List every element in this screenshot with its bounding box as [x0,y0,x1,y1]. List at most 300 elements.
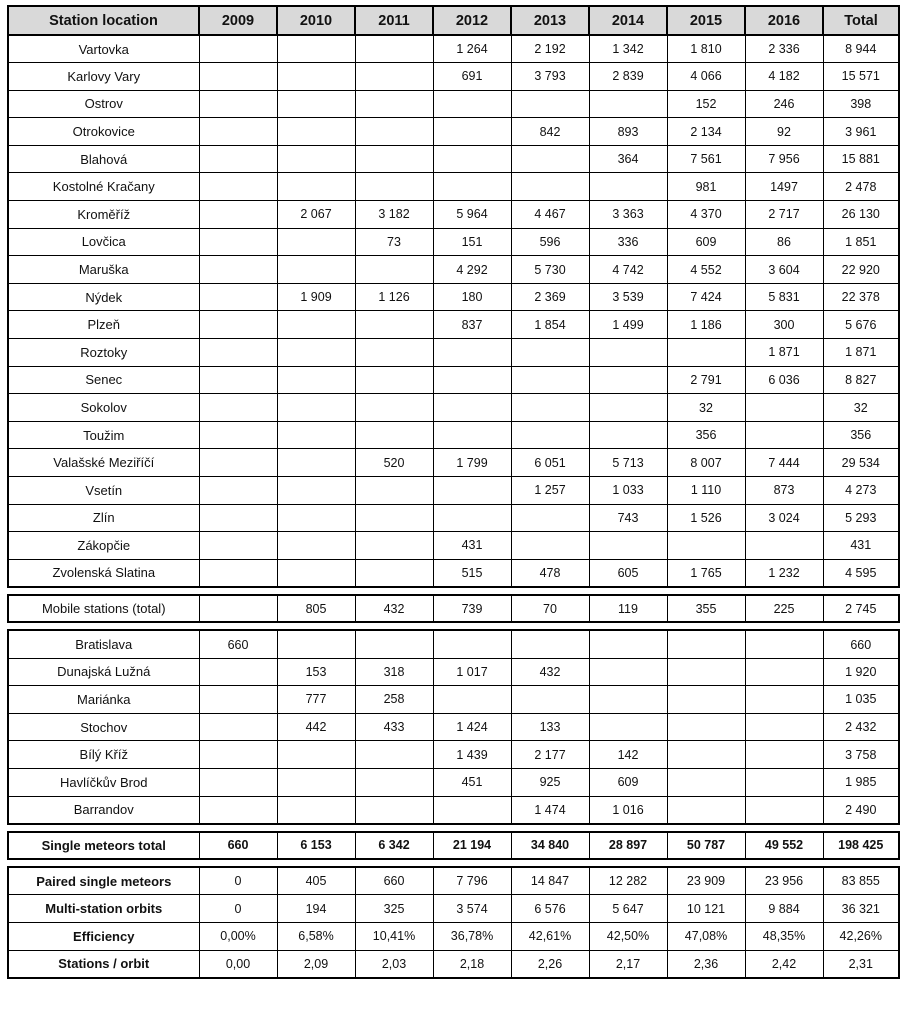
value-cell: 119 [589,595,667,623]
value-cell [433,686,511,714]
value-cell: 660 [199,832,277,860]
value-cell [433,477,511,505]
value-cell: 893 [589,118,667,146]
value-cell [199,63,277,91]
value-cell [589,339,667,367]
value-cell [199,421,277,449]
value-cell: 5 831 [745,283,823,311]
value-cell: 22 920 [823,256,899,284]
value-cell: 4 742 [589,256,667,284]
value-cell [589,630,667,658]
value-cell: 8 944 [823,35,899,63]
value-cell: 318 [355,658,433,686]
value-cell: 3 793 [511,63,589,91]
value-cell: 34 840 [511,832,589,860]
value-cell: 142 [589,741,667,769]
value-cell: 2,26 [511,950,589,978]
value-cell: 605 [589,559,667,587]
value-cell [199,311,277,339]
value-cell: 246 [745,90,823,118]
table-row [8,477,899,505]
value-cell [355,768,433,796]
station-name-cell: Roztoky [8,339,199,367]
value-cell: 3 024 [745,504,823,532]
value-cell [433,366,511,394]
value-cell [511,366,589,394]
value-cell: 225 [745,595,823,623]
value-cell [355,532,433,560]
value-cell [667,768,745,796]
value-cell: 842 [511,118,589,146]
value-cell: 73 [355,228,433,256]
value-cell: 3 363 [589,201,667,229]
value-cell: 86 [745,228,823,256]
station-name-cell: Karlovy Vary [8,63,199,91]
table-row [8,741,899,769]
value-cell [355,559,433,587]
value-cell: 32 [667,394,745,422]
value-cell: 5 713 [589,449,667,477]
value-cell: 49 552 [745,832,823,860]
value-cell: 2,03 [355,950,433,978]
value-cell: 1 499 [589,311,667,339]
value-cell: 2 369 [511,283,589,311]
value-cell [199,658,277,686]
value-cell: 3 604 [745,256,823,284]
value-cell: 596 [511,228,589,256]
value-cell [277,228,355,256]
value-cell: 925 [511,768,589,796]
station-name-cell: Nýdek [8,283,199,311]
station-name-cell: Valašské Meziříčí [8,449,199,477]
value-cell: 3 574 [433,895,511,923]
value-cell [277,630,355,658]
value-cell: 42,26% [823,922,899,950]
value-cell: 1 765 [667,559,745,587]
value-cell: 8 827 [823,366,899,394]
station-name-cell: Havlíčkův Brod [8,768,199,796]
value-cell [745,658,823,686]
value-cell [199,90,277,118]
value-cell [199,741,277,769]
value-cell [355,796,433,824]
value-cell [277,63,355,91]
value-cell: 4 370 [667,201,745,229]
meteor-station-table [7,5,900,979]
value-cell: 325 [355,895,433,923]
value-cell: 8 007 [667,449,745,477]
group-spacer [8,824,899,832]
table-row [8,796,899,824]
station-name-cell: Blahová [8,145,199,173]
value-cell [199,768,277,796]
value-cell: 198 425 [823,832,899,860]
value-cell [667,658,745,686]
value-cell: 42,61% [511,922,589,950]
value-cell: 981 [667,173,745,201]
value-cell: 2,42 [745,950,823,978]
value-cell: 0 [199,895,277,923]
column-header-2010: 2010 [277,6,355,35]
value-cell [277,145,355,173]
value-cell [277,35,355,63]
value-cell [511,145,589,173]
value-cell: 2 192 [511,35,589,63]
value-cell: 70 [511,595,589,623]
value-cell [277,559,355,587]
value-cell: 2 067 [277,201,355,229]
station-name-cell: Bílý Kříž [8,741,199,769]
value-cell [199,201,277,229]
value-cell [355,741,433,769]
value-cell: 1 264 [433,35,511,63]
value-cell [745,421,823,449]
value-cell: 3 758 [823,741,899,769]
value-cell [745,713,823,741]
table-row [8,504,899,532]
value-cell [511,90,589,118]
station-name-cell: Lovčica [8,228,199,256]
value-cell: 2,17 [589,950,667,978]
value-cell [433,630,511,658]
value-cell [667,796,745,824]
value-cell [199,595,277,623]
station-name-cell: Otrokovice [8,118,199,146]
station-name-cell: Stations / orbit [8,950,199,978]
value-cell [511,630,589,658]
value-cell: 609 [589,768,667,796]
value-cell [277,90,355,118]
station-name-cell: Sokolov [8,394,199,422]
value-cell: 6 342 [355,832,433,860]
value-cell [199,796,277,824]
value-cell: 32 [823,394,899,422]
value-cell [355,63,433,91]
value-cell [199,339,277,367]
station-name-cell: Kostolné Kračany [8,173,199,201]
value-cell: 1 126 [355,283,433,311]
value-cell: 431 [823,532,899,560]
group-spacer [8,859,899,867]
table-row [8,63,899,91]
table-row [8,768,899,796]
value-cell: 2 336 [745,35,823,63]
value-cell [745,686,823,714]
value-cell: 9 884 [745,895,823,923]
value-cell: 2 839 [589,63,667,91]
value-cell: 805 [277,595,355,623]
value-cell: 258 [355,686,433,714]
value-cell: 2,09 [277,950,355,978]
station-name-cell: Toužim [8,421,199,449]
table-row [8,895,899,923]
value-cell: 432 [355,595,433,623]
value-cell: 4 066 [667,63,745,91]
value-cell: 355 [667,595,745,623]
group-spacer [8,587,899,595]
value-cell: 151 [433,228,511,256]
value-cell: 4 292 [433,256,511,284]
value-cell [355,630,433,658]
value-cell [511,504,589,532]
value-cell: 22 378 [823,283,899,311]
value-cell: 1 909 [277,283,355,311]
value-cell: 10 121 [667,895,745,923]
value-cell [199,118,277,146]
value-cell: 48,35% [745,922,823,950]
value-cell [745,630,823,658]
station-name-cell: Barrandov [8,796,199,824]
value-cell [199,228,277,256]
value-cell: 356 [667,421,745,449]
station-name-cell: Multi-station orbits [8,895,199,923]
header-row [8,6,899,35]
value-cell: 50 787 [667,832,745,860]
value-cell: 1 920 [823,658,899,686]
value-cell: 777 [277,686,355,714]
column-header-station-location: Station location [8,6,199,35]
value-cell: 660 [355,867,433,895]
value-cell: 4 273 [823,477,899,505]
value-cell [589,713,667,741]
value-cell: 7 561 [667,145,745,173]
value-cell: 837 [433,311,511,339]
table-row [8,283,899,311]
value-cell: 2 745 [823,595,899,623]
value-cell: 1 342 [589,35,667,63]
value-cell: 36 321 [823,895,899,923]
value-cell: 5 293 [823,504,899,532]
value-cell [277,366,355,394]
value-cell: 7 956 [745,145,823,173]
value-cell: 609 [667,228,745,256]
value-cell [511,339,589,367]
value-cell [277,311,355,339]
value-cell [355,477,433,505]
value-cell [745,532,823,560]
value-cell [277,532,355,560]
station-name-cell: Ostrov [8,90,199,118]
value-cell [667,741,745,769]
value-cell: 15 571 [823,63,899,91]
value-cell [511,394,589,422]
value-cell: 2 134 [667,118,745,146]
value-cell [433,339,511,367]
value-cell [433,504,511,532]
value-cell [355,421,433,449]
value-cell [199,366,277,394]
value-cell [277,339,355,367]
value-cell: 2 177 [511,741,589,769]
station-name-cell: Bratislava [8,630,199,658]
table-row [8,339,899,367]
value-cell [667,686,745,714]
value-cell: 28 897 [589,832,667,860]
value-cell: 47,08% [667,922,745,950]
value-cell [667,532,745,560]
value-cell [589,366,667,394]
value-cell: 433 [355,713,433,741]
value-cell: 1 424 [433,713,511,741]
value-cell: 1 033 [589,477,667,505]
station-name-cell: Vsetín [8,477,199,505]
value-cell [589,421,667,449]
value-cell: 6,58% [277,922,355,950]
value-cell: 26 130 [823,201,899,229]
value-cell: 739 [433,595,511,623]
value-cell: 451 [433,768,511,796]
value-cell [199,283,277,311]
station-name-cell: Zvolenská Slatina [8,559,199,587]
value-cell: 2 490 [823,796,899,824]
value-cell [511,686,589,714]
value-cell: 2,36 [667,950,745,978]
value-cell [667,339,745,367]
value-cell [199,532,277,560]
table-row [8,201,899,229]
value-cell: 743 [589,504,667,532]
value-cell: 10,41% [355,922,433,950]
value-cell: 7 444 [745,449,823,477]
value-cell: 442 [277,713,355,741]
value-cell: 12 282 [589,867,667,895]
table-row [8,832,899,860]
value-cell [355,256,433,284]
value-cell [277,449,355,477]
table-row [8,713,899,741]
column-header-2013: 2013 [511,6,589,35]
value-cell: 1 474 [511,796,589,824]
table-row [8,311,899,339]
value-cell: 1 110 [667,477,745,505]
value-cell [277,256,355,284]
station-name-cell: Paired single meteors [8,867,199,895]
value-cell: 5 964 [433,201,511,229]
value-cell [745,768,823,796]
column-header-2012: 2012 [433,6,511,35]
value-cell: 2 478 [823,173,899,201]
value-cell [277,768,355,796]
value-cell: 691 [433,63,511,91]
value-cell: 4 595 [823,559,899,587]
station-name-cell: Plzeň [8,311,199,339]
value-cell [589,686,667,714]
value-cell: 2 717 [745,201,823,229]
table-row [8,421,899,449]
value-cell: 364 [589,145,667,173]
value-cell: 1 017 [433,658,511,686]
table-row [8,256,899,284]
value-cell [355,35,433,63]
value-cell: 4 552 [667,256,745,284]
value-cell [277,741,355,769]
value-cell [277,118,355,146]
value-cell [511,421,589,449]
value-cell: 520 [355,449,433,477]
value-cell: 5 647 [589,895,667,923]
station-name-cell: Stochov [8,713,199,741]
value-cell [589,394,667,422]
value-cell [667,713,745,741]
table-row [8,595,899,623]
value-cell: 1 257 [511,477,589,505]
value-cell [433,90,511,118]
value-cell [433,118,511,146]
value-cell [277,421,355,449]
value-cell: 2,18 [433,950,511,978]
value-cell: 4 467 [511,201,589,229]
value-cell [199,256,277,284]
group-spacer [8,622,899,630]
table-row [8,449,899,477]
value-cell [511,173,589,201]
value-cell: 0,00 [199,950,277,978]
value-cell: 194 [277,895,355,923]
value-cell: 5 730 [511,256,589,284]
value-cell: 3 961 [823,118,899,146]
value-cell: 300 [745,311,823,339]
table-row [8,366,899,394]
value-cell [199,477,277,505]
station-name-cell: Senec [8,366,199,394]
value-cell: 1 526 [667,504,745,532]
value-cell: 133 [511,713,589,741]
value-cell: 153 [277,658,355,686]
value-cell [277,173,355,201]
value-cell: 1 810 [667,35,745,63]
value-cell: 6 153 [277,832,355,860]
value-cell: 6 051 [511,449,589,477]
value-cell [745,796,823,824]
value-cell [355,504,433,532]
value-cell [589,90,667,118]
value-cell: 4 182 [745,63,823,91]
value-cell: 2,31 [823,950,899,978]
value-cell [199,713,277,741]
table-row [8,950,899,978]
column-header-2015: 2015 [667,6,745,35]
value-cell: 1 799 [433,449,511,477]
value-cell: 152 [667,90,745,118]
value-cell [199,504,277,532]
value-cell [277,394,355,422]
value-cell: 515 [433,559,511,587]
value-cell: 1 985 [823,768,899,796]
table-row [8,173,899,201]
value-cell [745,741,823,769]
value-cell [745,394,823,422]
value-cell: 478 [511,559,589,587]
table-row [8,867,899,895]
value-cell [433,796,511,824]
table-row [8,532,899,560]
value-cell [199,394,277,422]
column-header-2011: 2011 [355,6,433,35]
value-cell [433,421,511,449]
value-cell: 7 796 [433,867,511,895]
table-row [8,90,899,118]
value-cell: 42,50% [589,922,667,950]
value-cell [355,118,433,146]
value-cell: 29 534 [823,449,899,477]
value-cell: 1 439 [433,741,511,769]
value-cell: 1 035 [823,686,899,714]
value-cell [355,366,433,394]
station-name-cell: Maruška [8,256,199,284]
value-cell: 21 194 [433,832,511,860]
value-cell [589,658,667,686]
value-cell: 36,78% [433,922,511,950]
